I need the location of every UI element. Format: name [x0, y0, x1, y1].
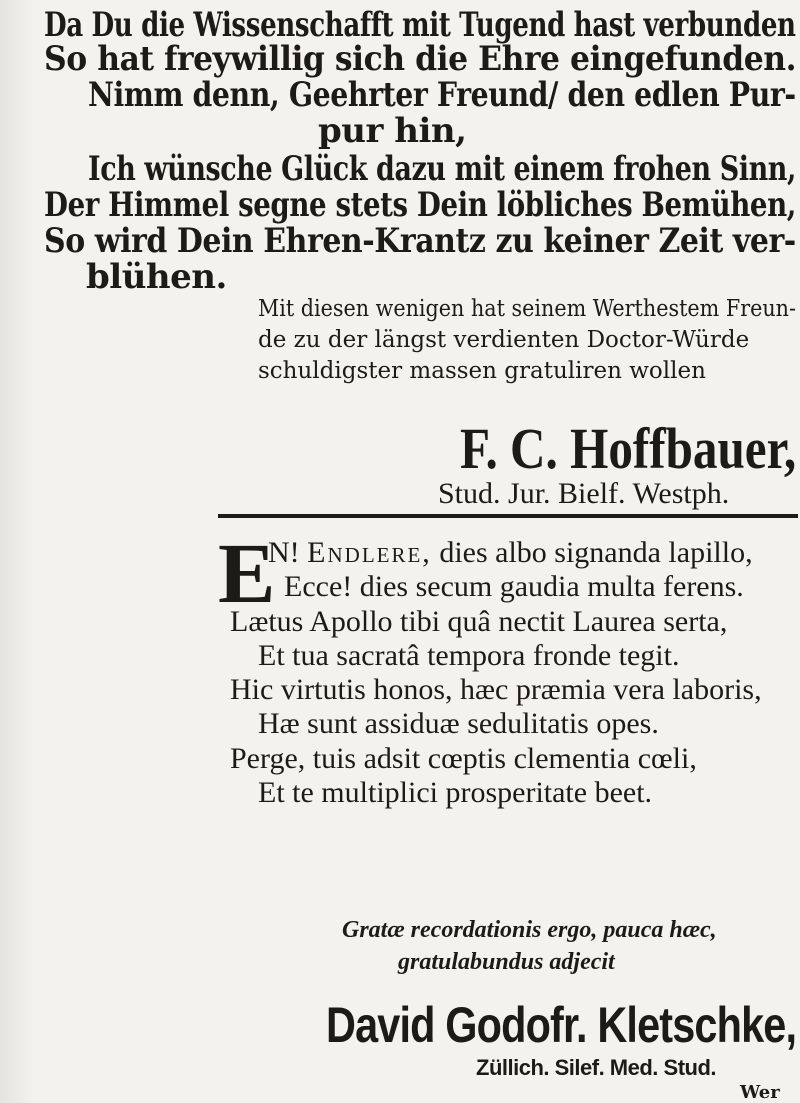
latin-poem-first-line	[268, 538, 753, 568]
signature-affiliation: Züllich. Silef. Med. Stud.	[476, 1055, 717, 1080]
german-poem-line: Ich wünsche Glück dazu mit einem frohen Sinn,	[88, 149, 796, 189]
signature-affiliation: Stud. Jur. Bielf. Westph.	[438, 477, 730, 510]
closing-note-line: Gratæ recordationis ergo, pauca hæc,	[342, 917, 717, 943]
latin-poem-line: Et tua sacratâ tempora fronde tegit.	[258, 639, 680, 672]
signature-name: F. C. Hoffbauer,	[460, 416, 797, 481]
german-poem-line: So wird Dein Ehren-Krantz zu keiner Zeit ver-	[44, 221, 796, 261]
addressee-name: Endlere,	[307, 536, 432, 569]
latin-poem-line: Et te multiplici prosperitate beet.	[258, 776, 653, 809]
german-poem-line: blühen.	[86, 257, 227, 297]
latin-poem-line: Ecce! dies secum gaudia multa ferens.	[284, 570, 744, 603]
dedication-line: de zu der längst verdienten Doctor-Würde	[258, 327, 750, 353]
latin-poem-line: Hæ sunt assiduæ sedulitatis opes.	[258, 707, 659, 740]
latin-poem-line: Perge, tuis adsit cœptis clementia cœli,	[230, 742, 697, 775]
latin-first-line-rest: dies albo signanda lapillo,	[439, 536, 753, 569]
latin-poem-line: Lætus Apollo tibi quâ nectit Laurea serta,	[230, 605, 728, 638]
catchword: Wer	[740, 1082, 780, 1103]
german-poem-line: So hat freywillig sich die Ehre eingefunden.	[44, 39, 797, 79]
german-poem-line: Nimm denn, Geehrter Freund/ den edlen Pur-	[88, 75, 796, 115]
latin-first-word: N!	[268, 536, 300, 569]
latin-poem-line: Hic virtutis honos, hæc præmia vera laboris,	[230, 673, 762, 706]
drop-cap: E	[218, 525, 276, 621]
signature-name: David Godofr. Kletschke,	[326, 997, 797, 1053]
dedication-line: Mit diesen wenigen hat seinem Werthestem Freun-	[258, 296, 797, 322]
dedication-line: schuldigster massen gratuliren wollen	[258, 358, 706, 384]
closing-note-line: gratulabundus adjecit	[398, 949, 615, 975]
divider-rule	[218, 514, 798, 518]
german-poem-line: Da Du die Wissenschafft mit Tugend hast verbunden	[44, 5, 796, 45]
page-fold-shadow	[0, 0, 34, 1103]
german-poem-line: pur hin,	[318, 111, 467, 151]
german-poem-line: Der Himmel segne stets Dein löbliches Bemühen,	[44, 185, 796, 225]
